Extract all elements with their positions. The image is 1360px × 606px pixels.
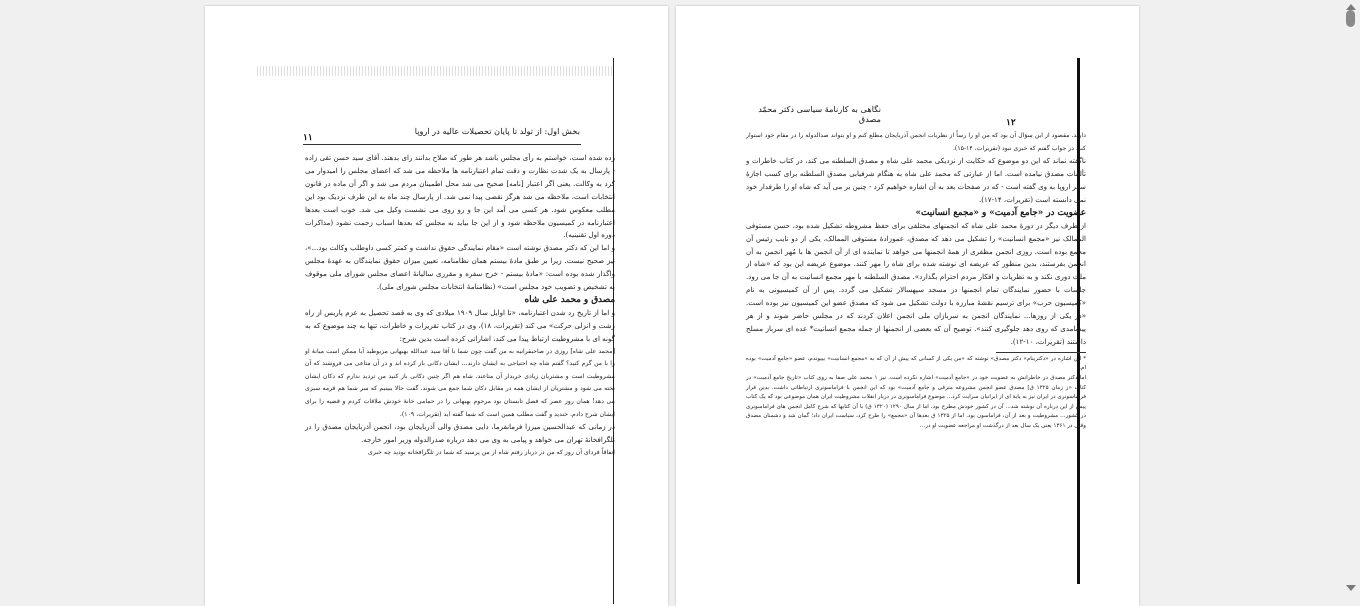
page-number: ١١ (303, 133, 313, 143)
section-heading: مصدق و محمد علی شاه (524, 294, 615, 305)
block-quote: [محمد علی شاه] روزی در صاحبقرانیه به من گفت چون شما با آقا سید عبدالله بهبهانی مربوطید آیا ممکن است میانهٔ او را با من گرم کنید؟ گفتم شاه چه احتیاجی به ایشان دارند... ایشان دکانی باز کرده اند و در آن متاعی می فروشند که آن مشروطیت است و مشتریان زیادی خریدار آن متاعند. شاه هم اگر چنین دکانی باز کنید من تردید ندارم که دکان ایشان تخته می شود و مشتریان از ایشان همه در مقابل دکان شما جمع می شوند. گفت حالا ببینیم که سر شما هم قرمه سبزی می دهد! همان روز عصر که فصل تابستان بود مرحوم بهبهانی را در حمامی خانهٔ خودش ملاقات کردم و قضیه را برای ایشان شرح دادم. خندید و گفت مطلب همین است که شما گفته اید (تقریرات، ۱۰۹). (305, 347, 615, 418)
paragraph: در زمانی که عبدالحسین میرزا فرمانفرما، دایی مصدق والی آذربایجان بود، انجمن آذربایجان مصدق را در تلگرافخانهٔ تهران می خواهد و پیامی به وی می دهد درباره صدرالدوله وزیر امور خارجه. (305, 422, 615, 445)
page-text (305, 152, 615, 460)
scrollbar-thumb[interactable] (1346, 10, 1355, 27)
footnote: اما دکتر مصدق در خاطراتش به عضویت خود در «جامع آدمیت» اشاره نکرده است. نیز ۱ محمد علی صفا به روی کتاب «تاریخ جامع آدمیت» در کتاب «ز زمان ۱۳۲۵ ق] مصدق عضو انجمن مشروعه مترقی و جامع آدمیت» بود که این انجمن با فراماسونری ارتباطاتی داشت. بدین قرار فراماسونری در ایران نیز به پایهٔ ای از ایرانیان سرایت کرد... موضوع فراماسونری در دربار انقلاب مشروطیت ایران همان موضوعی بود که یک کتاب پیش از این درباره آن نوشته شد... آن در کشور خودش مطرح بود، اما از سال ۱۲۹۰ (۱۳۲۰ ق) با آن کتابها که شرح کامل انجمن های فراماسونری در کشور... مشروطیت و بعد از آن، فراماسون بود. اما از ۱۳۲۵ ق بعدها آن «مجمع» را طرح کرد، سیاست ایران داد؛ گمان شد و دشمنان مصدق وقتی در ۱۳۶۱ یعنی یک سال بعد از درگذشت او مراجعه عضویت او در... (746, 374, 1087, 429)
page-12 (676, 6, 1139, 606)
header-rule (303, 144, 581, 145)
page-11 (205, 6, 668, 606)
scan-noise (257, 66, 613, 76)
page-number: ١٢ (1006, 118, 1016, 128)
paragraph: ناگفته نماند که این دو موضوع که حکایت از نزدیکی محمد علی شاه و مصدق السلطنه می کند، در کتاب خاطرات و تألمات مصدق نیامده است. اما از عبارتی که محمد علی شاه به هنگام شرفیابی مصدق السلطنه برای کسب اجازهٔ سفر اروپا به وی گفته است - که در صفحات بعد به آن اشاره خواهیم کرد - چنین بر می آید که شاه او را طرفدار خود نمی دانسته است (تقریرات، ۱۴-۱۷). (746, 156, 1086, 204)
footnote-rule (996, 352, 1086, 353)
paragraph: و اما از تاریخ رد شدن اعتبارنامه، «تا اوایل سال ۱۹۰۹ میلادی که وی به قصد تحصیل به عزم پاریس از راه رشت و انزلی حرکت» می کند (تقریرات، ۱۸)، وی در کتاب تقریرات و خاطرات، تنها به چند موضوع که به گونه ای با مشروطیت ارتباط پیدا می کند، اشاراتی کرده است بدین شرح: (305, 307, 615, 343)
block-quote: اتفاقاً فردای آن روز که من در دربار رفتم شاه از من پرسید که شما در تلگرافخانه بودید چه خبری (368, 448, 615, 456)
paragraph: دارید. مقصود از این سؤال آن بود که من او را رساً از نظریات انجمن آذربایجان مطلع کنم و او بتواند صدالدوله را در مقام خود استوار کند. در جواب گفتم که خبری نبود (تقریرات، ۱۴-۱۵). (746, 132, 1086, 152)
paragraph: از طرف دیگر در دورهٔ محمد علی شاه که انجمنهای مختلفی برای حفظ مشروطه تشکیل شده بود، حسن مستوفی الممالک نیز «مجمع انسانیت» را تشکیل می دهد که مصدق، عموزادهٔ مستوفی الممالک، یکی از دو نایب رئیس آن مجمع بوده است. روزی انجمن مظفری از همهٔ انجمنها می خواهد تا نماینده ای از آن انجمن ها با مُهر انجمن به آن انجمن بفرستند، بدین منظور که عریضه ای نوشته شده برای شاه را مهر کنند. موضوع عریضه این بود که «شاه از ملت دوری نکند و به نظریات و افکار مردم احترام بگذارد». مصدق السلطنه با مهر مجمع انسانیت به آن جا می رود. جلسات با حضور نمایندگان تمام انجمنها در مسجد سپهسالار تشکیل می گردد. پس از آن کمیسیونی به نام «کمیسیون حرب» برای ترسیم نقشهٔ مبارزه با دولت تشکیل می شود که مصدق عضو این کمیسیون نیز بوده است. «در یکی از روزها... نمایندگان انجمن به سربازان ملی انجمن اعلان کردند که در مجلس حاضر شوند و از هر پیشامدی که روی دهد جلوگیری کنند». توضیح آن که بعضی از انجمنها از جمله مجمع انسانیت* عده ای سرباز مسلح داشتند (تقریرات، ۱۰-۱۲). (746, 220, 1086, 346)
running-header: بخش اول: از تولد تا پایان تحصیلات عالیه در اروپا (414, 126, 580, 136)
vertical-scrollbar[interactable] (1342, 0, 1360, 606)
paragraph: زده شده است، خواستم به رأی مجلس باشد هر طور که صلاح بدانند رای بدهند. آقای سید حسن تقی زاده - پارسال به یک شدت نظارت و دقت تمام اعتبارنامه ها ملاحظه می شد که اعضای مجلس را امیدوار می کرد به وکالت. یعنی اگر اعتبار [نامه] صحیح می شد محل اطمینان مردم می شد و اگر آن ماده در قانون انتخابات است، ملاحظه می شد هرگز نقصی پیدا نمی شد. از پارسال چند ماه به این طرف نزدیک بود این مطلب معکوس شود. هر کسی می آمد این جا و رو روی می نشست وکیل می شد. خوب است بعدها اعتبارنامه در کمیسیون ملاحظه شود و از این جا بیاید به مجلس که بعدها اسباب زحمت نشود (مذاکرات دوره اول تقنینیه). (305, 153, 615, 240)
footnote: * این اشاره در «دکترینام» دکتر مصدق» نوشته که «من یکی از کسانی که پیش از آن که به «مجمع انسانیت» بپیوندم، عضو «جامع آدمیت» بوده ام. (746, 355, 1086, 372)
scroll-down-arrow-icon[interactable] (1346, 585, 1356, 591)
page-text (746, 130, 1086, 432)
section-heading: عضویت در «جامع آدمیت» و «مجمع انسانیت» (915, 207, 1086, 218)
paragraph: و اما این که دکتر مصدق نوشته است «مقام نمایندگی حقوق نداشت و کمتر کسی داوطلب وکالت بود...»، نیز صحیح نیست. زیرا بر طبق مادهٔ بیستم همان نظامنامه، تعیین میزان حقوق نمایندگان به عهدهٔ مجلس واگذار شده بوده است: «مادهٔ بیستم - خرج سفره و مقرری سالیانهٔ اعضای مجلس شورای ملی موقوف به تشخیص و تصویب خود مجلس است» (نظامنامهٔ انتخابات مجلس شورای ملی). (305, 243, 615, 292)
running-header: نگاهی به کارنامهٔ سیاسی دکتر محمّد مصدق (758, 104, 881, 124)
